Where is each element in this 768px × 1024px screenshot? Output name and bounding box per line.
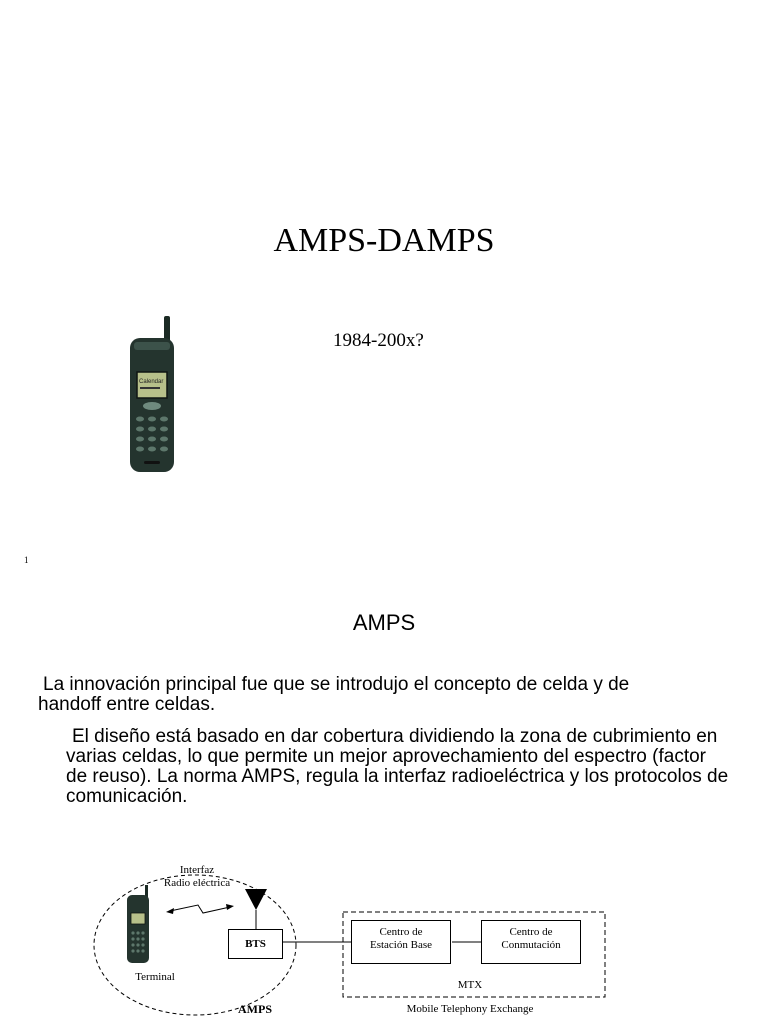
interfaz-label: Interfaz Radio eléctrica <box>163 864 231 889</box>
page-number: 1 <box>24 555 29 565</box>
years-range: 1984-200x? <box>333 330 424 351</box>
amps-label: AMPS <box>238 1002 272 1016</box>
mtx-label: MTX <box>457 979 483 991</box>
paragraph-innovation <box>38 674 727 715</box>
amps-architecture-diagram <box>90 855 610 1024</box>
paragraph-innovation-line1: La innovación principal fue que se introdujo el concepto de celda y de <box>43 674 630 695</box>
bts-box: BTS <box>228 929 283 959</box>
paragraph-innovation-line2: handoff entre celdas. <box>38 694 216 715</box>
paragraph-design <box>66 727 730 807</box>
terminal-label: Terminal <box>135 971 175 983</box>
phone-screen-text: Calendar <box>139 379 164 385</box>
slide-title: AMPS-DAMPS <box>273 222 495 259</box>
terminal-phone-icon <box>127 885 149 963</box>
centro-estacion-base-box: Centro de Estación Base <box>351 920 451 964</box>
mobile-telephony-exchange-label: Mobile Telephony Exchange <box>406 1003 534 1015</box>
section-title: AMPS <box>352 610 416 635</box>
paragraph-design-text: El diseño está basado en dar cobertura dividiendo la zona de cubrimiento en varias celdas, lo que permite un mejor aprovechamiento del espectro (factor de reuso). La norma AMPS, regula la interfaz radioeléctrica y los protocolos de comunicación. <box>66 726 729 807</box>
centro-conmutacion-box: Centro de Conmutación <box>481 920 581 964</box>
mobile-phone-image <box>128 316 178 479</box>
